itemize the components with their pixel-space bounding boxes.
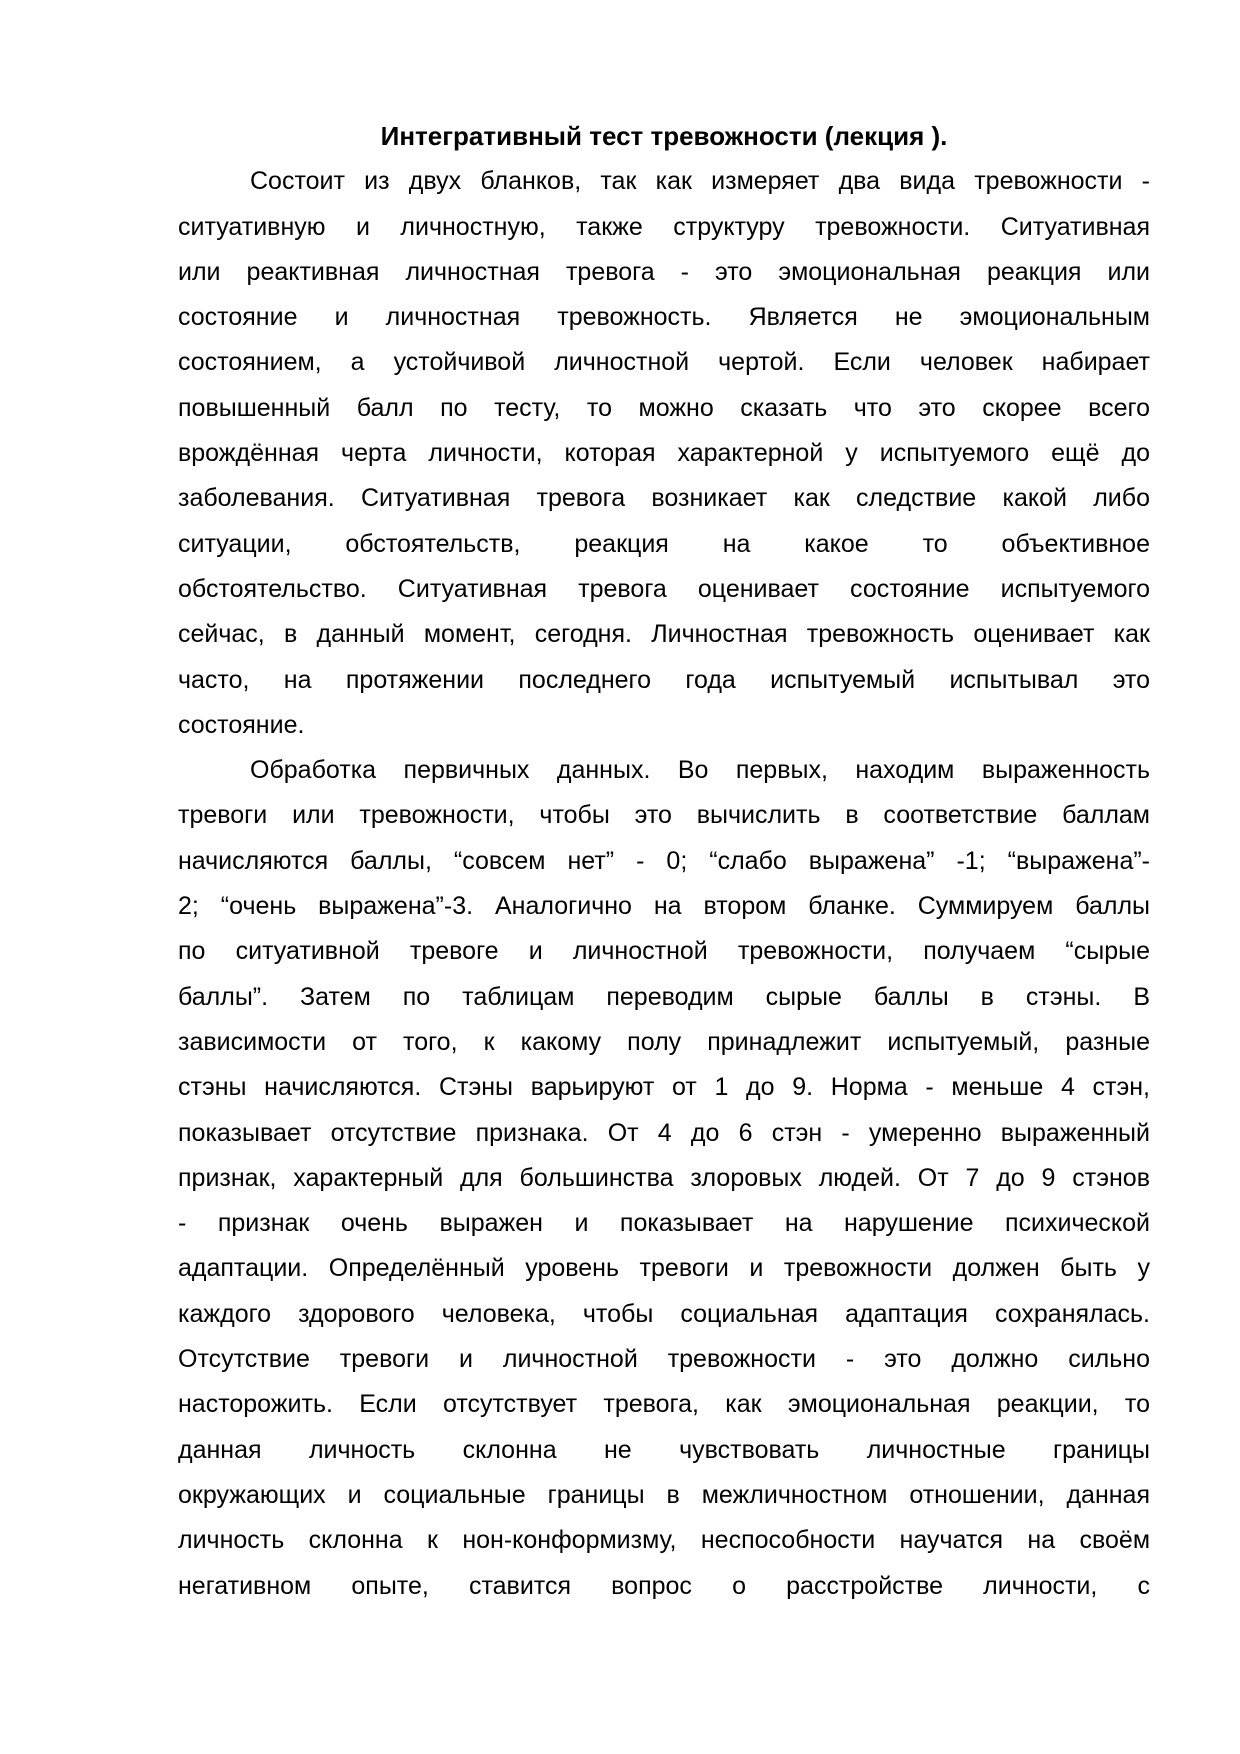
text-line: сейчас, в данный момент, сегодня. Личностная тревожность оценивает как: [178, 620, 1150, 649]
text-line: начисляются баллы, “совсем нет” - 0; “слабо выражена” -1; “выражена”-: [178, 846, 1150, 875]
text-line: 2; “очень выражена”-3. Аналогично на втором бланке. Суммируем баллы: [178, 892, 1150, 921]
text-line: ситуации, обстоятельств, реакция на какое то объективное: [178, 529, 1150, 558]
text-line: каждого здорового человека, чтобы социальная адаптация сохранялась.: [178, 1299, 1150, 1328]
text-line: обстоятельство. Ситуативная тревога оценивает состояние испытуемого: [178, 574, 1150, 603]
text-line: стэны начисляются. Стэны варьируют от 1 до 9. Норма - меньше 4 стэн,: [178, 1073, 1150, 1102]
text-line: адаптации. Определённый уровень тревоги и тревожности должен быть у: [178, 1254, 1150, 1283]
text-line: врождённая черта личности, которая характерной у испытуемого ещё до: [178, 439, 1150, 468]
text-line: показывает отсутствие признака. От 4 до 6 стэн - умеренно выраженный: [178, 1118, 1150, 1147]
text-column: [178, 114, 1150, 1609]
text-line: повышенный балл по тесту, то можно сказать что это скорее всего: [178, 393, 1150, 422]
text-line: баллы”. Затем по таблицам переводим сырые баллы в стэны. В: [178, 982, 1150, 1011]
text-line: Состоит из двух бланков, так как измеряет два вида тревожности -: [250, 167, 1150, 196]
text-line: заболевания. Ситуативная тревога возникает как следствие какой либо: [178, 484, 1150, 513]
text-line: данная личность склонна не чувствовать личностные границы: [178, 1435, 1150, 1464]
text-line: личность склонна к нон-конформизму, неспособности научатся на своём: [178, 1526, 1150, 1555]
text-line: по ситуативной тревоге и личностной тревожности, получаем “сырые: [178, 937, 1150, 966]
text-line: состоянием, а устойчивой личностной чертой. Если человек набирает: [178, 348, 1150, 377]
text-line: Отсутствие тревоги и личностной тревожности - это должно сильно: [178, 1345, 1150, 1374]
text-line: окружающих и социальные границы в межличностном отношении, данная: [178, 1480, 1150, 1509]
text-line: признак, характерный для большинства злоровых людей. От 7 до 9 стэнов: [178, 1163, 1150, 1192]
text-line: часто, на протяжении последнего года испытуемый испытывал это: [178, 665, 1150, 694]
text-line: - признак очень выражен и показывает на нарушение психической: [178, 1209, 1150, 1238]
text-line: зависимости от того, к какому полу принадлежит испытуемый, разные: [178, 1027, 1150, 1056]
text-line: ситуативную и личностную, также структуру тревожности. Ситуативная: [178, 212, 1150, 241]
text-line: Обработка первичных данных. Во первых, находим выраженность: [250, 756, 1150, 785]
text-line: негативном опыте, ставится вопрос о расстройстве личности, с: [178, 1571, 1150, 1600]
text-line: состояние и личностная тревожность. Является не эмоциональным: [178, 303, 1150, 332]
text-line: тревоги или тревожности, чтобы это вычислить в соответствие баллам: [178, 801, 1150, 830]
text-line: или реактивная личностная тревога - это эмоциональная реакция или: [178, 257, 1150, 286]
document-title: Интегративный тест тревожности (лекция ).: [380, 121, 948, 151]
text-line: состояние.: [178, 710, 305, 739]
text-line: насторожить. Если отсутствует тревога, как эмоциональная реакции, то: [178, 1390, 1150, 1419]
